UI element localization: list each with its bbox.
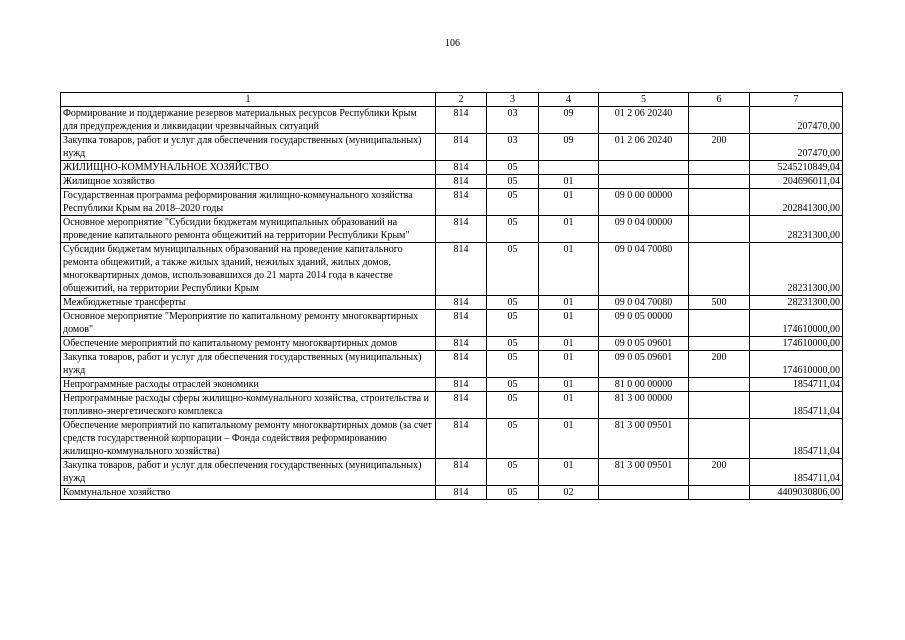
amount-cell: 207470,00 [750,107,843,134]
subsection-code-cell: 01 [539,392,599,419]
table-row [61,175,843,189]
ved-code-cell: 814 [436,486,487,500]
target-article-cell: 09 0 05 09601 [599,337,689,351]
row-name-cell: Обеспечение мероприятий по капитальному ремонту многоквартирных домов (за счет средств государственной корпорации – Фонда содействия реформированию жилищно-коммунального хозяйства) [61,419,436,459]
amount-cell: 202841300,00 [750,189,843,216]
subsection-code-cell: 01 [539,310,599,337]
row-name-cell: Субсидии бюджетам муниципальных образований на проведение капитального ремонта общежитий, а также жилых зданий, нежилых зданий, жилых домов, многоквартирных домов, использовавшихся до 21 марта 2014 года в качестве общежитий, на территории Республики Крым [61,243,436,296]
target-article-cell: 09 0 04 70080 [599,243,689,296]
header-cell: 4 [539,93,599,107]
subsection-code-cell: 01 [539,337,599,351]
amount-cell: 28231300,00 [750,243,843,296]
target-article-cell: 81 3 00 09501 [599,459,689,486]
ved-code-cell: 814 [436,310,487,337]
table-row [61,189,843,216]
subsection-code-cell [539,161,599,175]
table-row [61,459,843,486]
row-name-cell: Обеспечение мероприятий по капитальному ремонту многоквартирных домов [61,337,436,351]
target-article-cell: 81 0 00 00000 [599,378,689,392]
row-name-cell: Коммунальное хозяйство [61,486,436,500]
amount-cell: 1854711,04 [750,419,843,459]
amount-cell: 174610000,00 [750,310,843,337]
table-row [61,243,843,296]
ved-code-cell: 814 [436,216,487,243]
amount-cell: 207470,00 [750,134,843,161]
table-row [61,419,843,459]
expense-type-cell [689,419,750,459]
target-article-cell: 09 0 05 09601 [599,351,689,378]
amount-cell: 1854711,04 [750,459,843,486]
target-article-cell [599,161,689,175]
subsection-code-cell: 01 [539,378,599,392]
table-row [61,161,843,175]
ved-code-cell: 814 [436,134,487,161]
table-row [61,310,843,337]
table-row [61,337,843,351]
expense-type-cell [689,107,750,134]
amount-cell: 28231300,00 [750,296,843,310]
header-cell: 7 [750,93,843,107]
section-code-cell: 05 [487,378,539,392]
section-code-cell: 05 [487,351,539,378]
amount-cell: 5245210849,04 [750,161,843,175]
expense-type-cell [689,310,750,337]
subsection-code-cell: 01 [539,296,599,310]
row-name-cell: Закупка товаров, работ и услуг для обеспечения государственных (муниципальных) нужд [61,351,436,378]
amount-cell: 174610000,00 [750,351,843,378]
subsection-code-cell: 01 [539,243,599,296]
ved-code-cell: 814 [436,175,487,189]
ved-code-cell: 814 [436,392,487,419]
ved-code-cell: 814 [436,161,487,175]
ved-code-cell: 814 [436,459,487,486]
amount-cell: 174610000,00 [750,337,843,351]
subsection-code-cell: 09 [539,134,599,161]
section-code-cell: 05 [487,419,539,459]
subsection-code-cell: 02 [539,486,599,500]
ved-code-cell: 814 [436,351,487,378]
expense-type-cell [689,189,750,216]
row-name-cell: Государственная программа реформирования жилищно-коммунального хозяйства Республики Крым на 2018–2020 годы [61,189,436,216]
ved-code-cell: 814 [436,337,487,351]
expense-type-cell [689,337,750,351]
amount-cell: 28231300,00 [750,216,843,243]
table-row [61,378,843,392]
ved-code-cell: 814 [436,243,487,296]
header-cell: 6 [689,93,750,107]
section-code-cell: 03 [487,134,539,161]
target-article-cell: 09 0 04 70080 [599,296,689,310]
row-name-cell: Основное мероприятие "Мероприятие по капитальному ремонту многоквартирных домов" [61,310,436,337]
target-article-cell [599,175,689,189]
row-name-cell: Формирование и поддержание резервов материальных ресурсов Республики Крым для предупреждения и ликвидации чрезвычайных ситуаций [61,107,436,134]
amount-cell: 204696011,04 [750,175,843,189]
row-name-cell: ЖИЛИЩНО-КОММУНАЛЬНОЕ ХОЗЯЙСТВО [61,161,436,175]
table-row [61,134,843,161]
amount-cell: 4409030806,00 [750,486,843,500]
target-article-cell [599,486,689,500]
row-name-cell: Межбюджетные трансферты [61,296,436,310]
subsection-code-cell: 01 [539,459,599,486]
target-article-cell: 09 0 04 00000 [599,216,689,243]
section-code-cell: 05 [487,175,539,189]
header-cell: 3 [487,93,539,107]
subsection-code-cell: 01 [539,419,599,459]
section-code-cell: 05 [487,161,539,175]
table-header-row [61,93,843,107]
section-code-cell: 05 [487,486,539,500]
target-article-cell: 81 3 00 09501 [599,419,689,459]
subsection-code-cell: 01 [539,216,599,243]
expense-type-cell [689,486,750,500]
section-code-cell: 05 [487,392,539,419]
expense-type-cell: 500 [689,296,750,310]
budget-table [60,92,843,500]
expense-type-cell [689,175,750,189]
ved-code-cell: 814 [436,419,487,459]
expense-type-cell: 200 [689,351,750,378]
expense-type-cell: 200 [689,134,750,161]
table-row [61,296,843,310]
section-code-cell: 05 [487,189,539,216]
subsection-code-cell: 01 [539,189,599,216]
row-name-cell: Основное мероприятие "Субсидии бюджетам муниципальных образований на проведение капитального ремонта общежитий на территории Республики Крым" [61,216,436,243]
target-article-cell: 09 0 05 00000 [599,310,689,337]
table-row [61,107,843,134]
ved-code-cell: 814 [436,296,487,310]
amount-cell: 1854711,04 [750,392,843,419]
header-cell: 2 [436,93,487,107]
subsection-code-cell: 01 [539,351,599,378]
target-article-cell: 01 2 06 20240 [599,107,689,134]
target-article-cell: 09 0 00 00000 [599,189,689,216]
ved-code-cell: 814 [436,189,487,216]
expense-type-cell: 200 [689,459,750,486]
row-name-cell: Непрограммные расходы отраслей экономики [61,378,436,392]
section-code-cell: 05 [487,216,539,243]
section-code-cell: 05 [487,459,539,486]
row-name-cell: Жилищное хозяйство [61,175,436,189]
expense-type-cell [689,243,750,296]
table-row [61,351,843,378]
table-row [61,216,843,243]
ved-code-cell: 814 [436,378,487,392]
row-name-cell: Закупка товаров, работ и услуг для обеспечения государственных (муниципальных) нужд [61,134,436,161]
row-name-cell: Закупка товаров, работ и услуг для обеспечения государственных (муниципальных) нужд [61,459,436,486]
target-article-cell: 01 2 06 20240 [599,134,689,161]
table-row [61,486,843,500]
ved-code-cell: 814 [436,107,487,134]
section-code-cell: 05 [487,243,539,296]
expense-type-cell [689,216,750,243]
expense-type-cell [689,392,750,419]
target-article-cell: 81 3 00 00000 [599,392,689,419]
page-number: 106 [445,38,460,49]
subsection-code-cell: 09 [539,107,599,134]
section-code-cell: 03 [487,107,539,134]
expense-type-cell [689,378,750,392]
section-code-cell: 05 [487,337,539,351]
header-cell: 1 [61,93,436,107]
section-code-cell: 05 [487,310,539,337]
section-code-cell: 05 [487,296,539,310]
header-cell: 5 [599,93,689,107]
amount-cell: 1854711,04 [750,378,843,392]
subsection-code-cell: 01 [539,175,599,189]
table-row [61,392,843,419]
expense-type-cell [689,161,750,175]
row-name-cell: Непрограммные расходы сферы жилищно-коммунального хозяйства, строительства и топливно-энергетического комплекса [61,392,436,419]
